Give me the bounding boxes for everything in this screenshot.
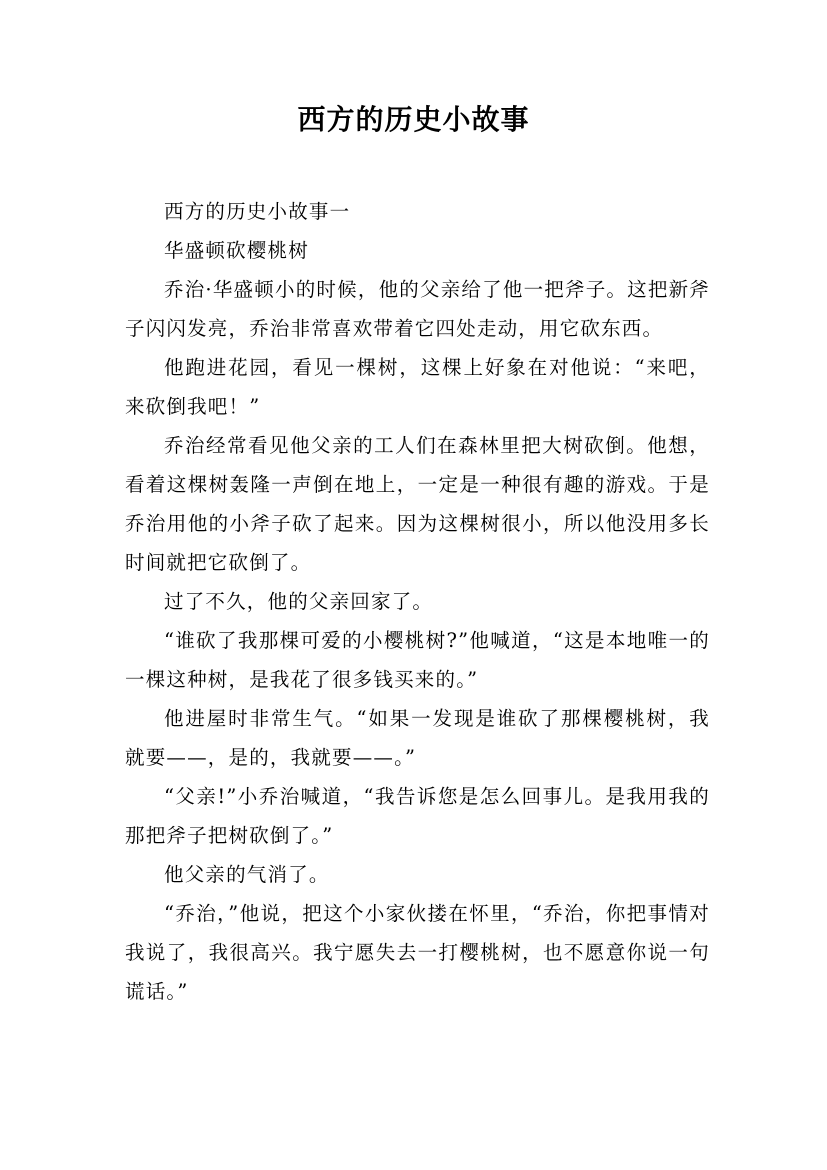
paragraph: “谁砍了我那棵可爱的小樱桃树?”他喊道，“这是本地唯一的一棵这种树，是我花了很多钱买来的。” [125,629,710,691]
paragraph: 乔治·华盛顿小的时候，他的父亲给了他一把斧子。这把新斧子闪闪发亮，乔治非常喜欢带着它四处走动，用它砍东西。 [125,278,710,340]
paragraph: 他父亲的气消了。 [164,863,330,886]
paragraph: 他跑进花园，看见一棵树，这棵上好象在对他说：“来吧，来砍倒我吧！” [125,356,710,418]
paragraph: 乔治经常看见他父亲的工人们在森林里把大树砍倒。他想，看着这棵树轰隆一声倒在地上，一定是一种很有趣的游戏。于是乔治用他的小斧子砍了起来。因为这棵树很小，所以他没用多长时间就把它砍倒了。 [125,434,710,574]
paragraph: 过了不久，他的父亲回家了。 [164,590,434,613]
document-title: 西方的历史小故事 [297,103,530,136]
document-body [125,192,710,1011]
paragraph: “乔治，”他说，把这个小家伙搂在怀里，“乔治，你把事情对我说了，我很高兴。我宁愿失去一打樱桃树，也不愿意你说一句谎话。” [125,902,710,1003]
paragraph: 华盛顿砍樱桃树 [164,239,309,262]
paragraph: “父亲!”小乔治喊道，“我告诉您是怎么回事儿。是我用我的那把斧子把树砍倒了。” [125,785,710,847]
paragraph: 西方的历史小故事一 [164,200,351,223]
paragraph: 他进屋时非常生气。“如果一发现是谁砍了那棵樱桃树，我就要——，是的，我就要——。” [125,707,710,769]
